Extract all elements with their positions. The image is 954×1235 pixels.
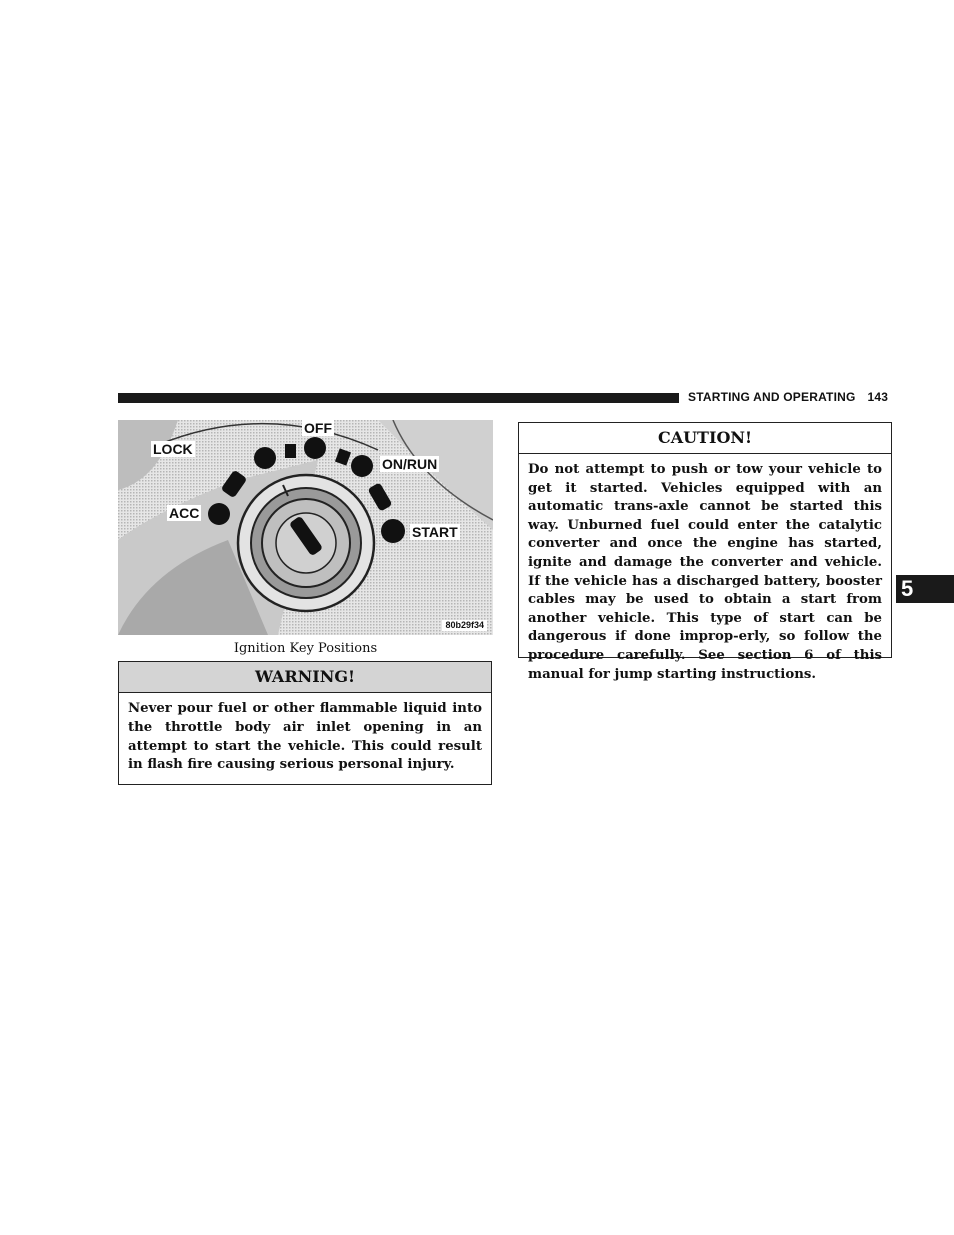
label-start: START	[412, 524, 458, 540]
label-off: OFF	[304, 420, 332, 436]
caution-box	[518, 422, 892, 682]
ignition-illustration	[118, 420, 493, 635]
warning-box	[118, 661, 492, 785]
figure-caption: Ignition Key Positions	[233, 641, 378, 656]
label-acc: ACC	[169, 505, 200, 521]
figure-code: 80b29f34	[442, 620, 487, 631]
caution-text: Do not attempt to push or tow your vehicle to get it started. Vehicles equipped with an automatic trans-axle cannot be started this way. Unburned fuel could enter the catalytic converter and once the engine has started, ignite and damage the converter and vehicle. If the vehicle has a discharged battery, booster cables may be used to obtain a start from another vehicle. This type of start can be dangerous if done improp-erly, so follow the procedure carefully. See section 6 of this manual for jump starting instructions.	[528, 462, 882, 682]
header-rule	[118, 393, 679, 403]
page-number: 143	[867, 390, 889, 404]
label-on-run: ON/RUN	[382, 456, 438, 472]
warning-title: WARNING!	[119, 662, 491, 693]
warning-text: Never pour fuel or other flammable liquid into the throttle body air inlet opening in an attempt to start the vehicle. This could result in flash fire causing serious personal injury.	[128, 701, 482, 773]
label-lock: LOCK	[153, 441, 193, 457]
section-tab: 5	[896, 575, 954, 603]
running-header	[688, 390, 888, 404]
section-title: STARTING AND OPERATING	[688, 390, 856, 404]
caution-title: CAUTION!	[519, 423, 891, 454]
